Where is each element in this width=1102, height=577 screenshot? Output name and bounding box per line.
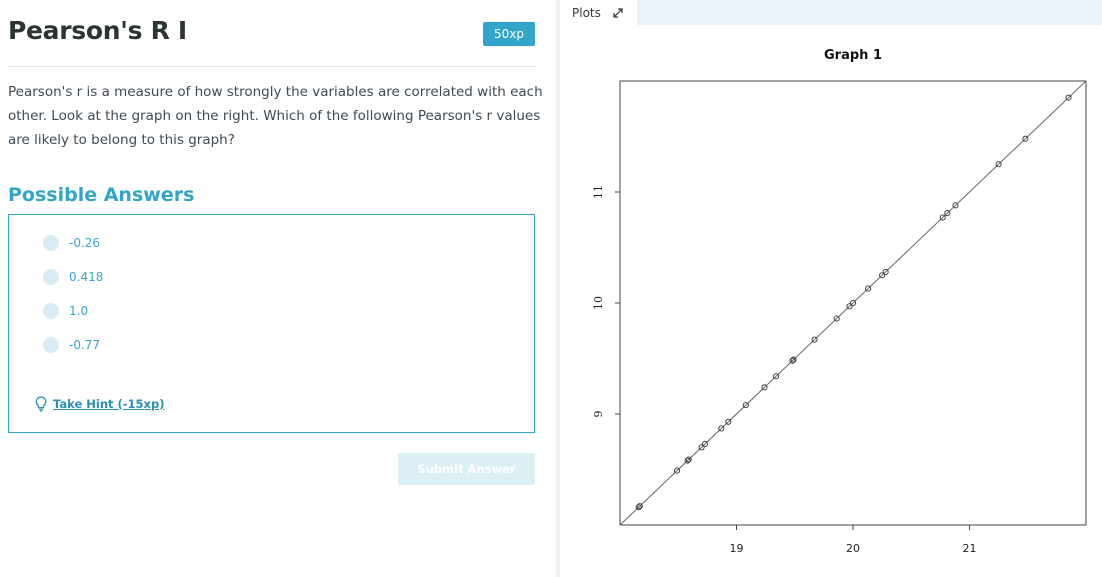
radio-button[interactable] — [43, 269, 59, 285]
answer-option[interactable] — [43, 336, 100, 354]
take-hint-link[interactable] — [35, 396, 164, 412]
answer-option[interactable] — [43, 302, 88, 320]
lightbulb-icon — [35, 396, 47, 412]
answer-option-label: -0.26 — [69, 236, 101, 250]
y-tick-label: 9 — [592, 410, 605, 418]
answer-option-label: 1.0 — [69, 304, 89, 318]
answer-option[interactable] — [43, 234, 100, 252]
radio-button[interactable] — [43, 235, 59, 251]
exercise-title: Pearson's R I — [8, 16, 187, 45]
scatter-plot — [560, 0, 1102, 577]
answer-option-label: -0.77 — [69, 338, 101, 352]
radio-button[interactable] — [43, 337, 59, 353]
answer-option-label: 0.418 — [69, 270, 104, 284]
regression-line — [620, 81, 1086, 525]
chart-title: Graph 1 — [824, 48, 882, 63]
tab-plots-label: Plots — [572, 5, 601, 20]
submit-answer-button[interactable]: Submit Answer — [398, 453, 535, 485]
x-tick-label: 19 — [729, 542, 744, 555]
fit-line-group — [620, 81, 1086, 525]
answers-box — [8, 214, 535, 433]
y-tick-label: 10 — [592, 296, 605, 310]
y-tick-label: 11 — [592, 185, 605, 199]
plots-panel — [560, 0, 1102, 577]
answer-option[interactable] — [43, 268, 103, 286]
take-hint-label: Take Hint (-15xp) — [53, 397, 165, 411]
xp-badge: 50xp — [483, 22, 535, 46]
x-tick-label: 21 — [962, 542, 977, 555]
title-divider — [8, 66, 536, 67]
question-text: Pearson's r is a measure of how strongly the variables are correlated with each other. Look at the graph on the right. Which of the following Pearson's r values are likely to belong to this graph? — [8, 84, 543, 148]
x-tick-label: 20 — [846, 542, 860, 555]
possible-answers-heading: Possible Answers — [8, 184, 195, 206]
radio-button[interactable] — [43, 303, 59, 319]
